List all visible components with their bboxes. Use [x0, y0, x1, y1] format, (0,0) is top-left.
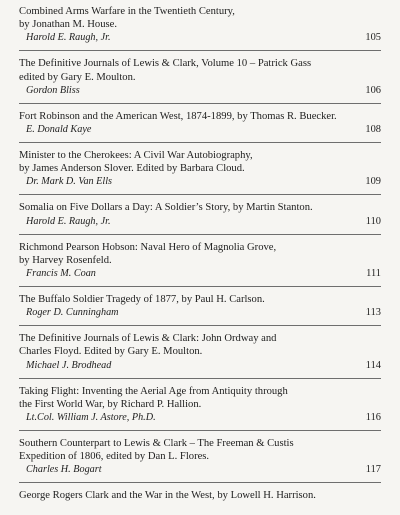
- review-title-line: Somalia on Five Dollars a Day: A Soldier’s Story, by Martin Stanton.: [19, 202, 313, 214]
- reviewer-row: [19, 84, 381, 97]
- review-title-line: Minister to the Cherokees: A Civil War Autobiography,: [19, 150, 253, 162]
- reviewer-name: Michael J. Brodhead: [26, 359, 112, 371]
- reviewer-row: [19, 31, 381, 44]
- review-entry: [19, 332, 381, 378]
- review-entry: [19, 57, 381, 103]
- page-number: 117: [365, 464, 381, 476]
- review-entry: [19, 149, 381, 195]
- review-title-line: Combined Arms Warfare in the Twentieth Century,: [19, 6, 235, 17]
- reviewer-row: [19, 463, 381, 476]
- review-title-line: edited by Gary E. Moulton.: [19, 71, 136, 83]
- page-number: 110: [365, 215, 381, 227]
- reviewer-name: Roger D. Cunningham: [26, 307, 119, 319]
- reviewer-name: Lt.Col. William J. Astore, Ph.D.: [26, 412, 156, 424]
- reviewer-name: Harold E. Raugh, Jr.: [26, 215, 111, 227]
- reviewer-name: Harold E. Raugh, Jr.: [26, 32, 111, 44]
- reviewer-row: [19, 359, 381, 372]
- reviewer-name: E. Donald Kaye: [26, 124, 92, 136]
- review-title-line: The Definitive Journals of Lewis & Clark, Volume 10 – Patrick Gass: [19, 58, 312, 70]
- review-title-line: the First World War, by Richard P. Hallion.: [19, 398, 202, 410]
- page-number: 108: [365, 124, 381, 136]
- review-title-line: The Definitive Journals of Lewis & Clark: John Ordway and: [19, 333, 277, 345]
- page-number: 114: [365, 359, 381, 371]
- page-number: 105: [365, 32, 381, 44]
- review-title-line: by James Anderson Slover. Edited by Barbara Cloud.: [19, 163, 245, 175]
- reviewer-row: [19, 215, 381, 228]
- review-entry: [19, 293, 381, 326]
- page-number: 116: [365, 412, 381, 424]
- review-title-line: The Buffalo Soldier Tragedy of 1877, by Paul H. Carlson.: [19, 294, 265, 306]
- page-number: 106: [365, 84, 381, 96]
- review-title-line: by Jonathan M. House.: [19, 19, 117, 31]
- reviewer-name: Gordon Bliss: [26, 84, 80, 96]
- review-entry: [19, 437, 381, 483]
- page-number: 109: [365, 176, 381, 188]
- reviewer-name: Charles H. Bogart: [26, 464, 102, 476]
- review-entry: [19, 201, 381, 234]
- review-entry: [19, 5, 381, 51]
- reviewer-row: [19, 306, 381, 319]
- review-title-line: Expedition of 1806, edited by Dan L. Flores.: [19, 451, 210, 463]
- page-number: 113: [365, 307, 381, 319]
- review-title-line: Southern Counterpart to Lewis & Clark – The Freeman & Custis: [19, 438, 294, 450]
- review-entry: [19, 110, 381, 143]
- review-entry: [19, 385, 381, 431]
- book-review-list: [19, 5, 381, 515]
- page-number: 111: [366, 268, 381, 280]
- reviewer-row: [19, 411, 381, 424]
- review-title-line: Taking Flight: Inventing the Aerial Age from Antiquity through: [19, 385, 288, 397]
- reviewer-name: Dr. Mark D. Van Ells: [26, 176, 113, 188]
- review-title-line: Fort Robinson and the American West, 1874-1899, by Thomas R. Buecker.: [19, 110, 337, 122]
- review-title-line: Richmond Pearson Hobson: Naval Hero of Magnolia Grove,: [19, 241, 277, 253]
- reviewer-row: [19, 267, 381, 280]
- review-title-line: George Rogers Clark and the War in the West, by Lowell H. Harrison.: [19, 490, 316, 502]
- review-title-line: by Harvey Rosenfeld.: [19, 254, 112, 266]
- review-title-line: Charles Floyd. Edited by Gary E. Moulton.: [19, 346, 203, 358]
- reviewer-row: [19, 175, 381, 188]
- review-entry: [19, 241, 381, 287]
- reviewer-row: [19, 123, 381, 136]
- review-entry: [19, 489, 381, 508]
- reviewer-name: Francis M. Coan: [26, 268, 96, 280]
